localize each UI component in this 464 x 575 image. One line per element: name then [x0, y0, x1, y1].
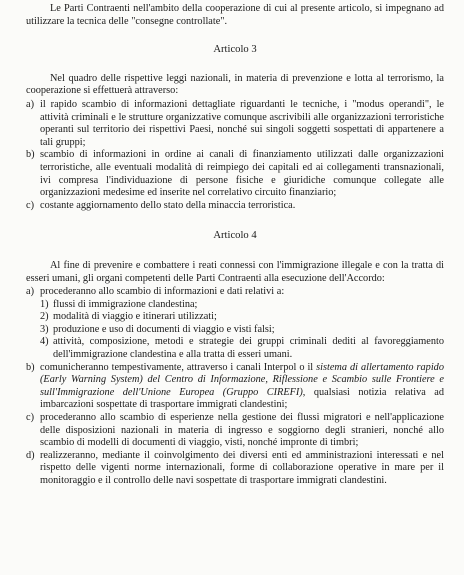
article-3-item-c — [26, 200, 444, 213]
article-4-lead: Al fine di prevenire e combattere i reati connessi con l'immigrazione illegale e con la tratta di esseri umani, gli organi competenti delle Parti Contraenti alla esecuzione dell'Accordo: — [26, 259, 444, 284]
item-label: b) — [26, 361, 35, 373]
sub-item-text: produzione e uso di documenti di viaggio e visti falsi; — [53, 323, 275, 335]
intro-paragraph: Le Parti Contraenti nell'ambito della cooperazione di cui al presente articolo, si impegnano ad utilizzare la tecnica delle "consegne controllate". — [26, 3, 444, 27]
article-4-item-c — [26, 412, 444, 450]
sub-item-label: 3) — [40, 323, 49, 335]
item-label: d) — [26, 449, 35, 461]
article-4-sub-item-1 — [26, 299, 444, 312]
article-4-sub-item-4 — [26, 336, 444, 361]
sub-item-text: modalità di viaggio e itinerari utilizzati; — [53, 311, 217, 323]
sub-item-label: 1) — [40, 298, 49, 310]
item-text — [40, 362, 444, 412]
item-text: procederanno allo scambio di esperienze nella gestione dei flussi migratori e nell'applicazione delle disposizioni nazionali in materia di ingresso e soggiorno degli stranieri, nonché allo scambio di modelli di documenti di viaggio, visti, nonché impronte di timbri; — [40, 412, 444, 449]
item-label: c) — [26, 412, 34, 424]
article-4-heading: Articolo 4 — [213, 230, 257, 242]
article-3-item-b — [26, 149, 444, 199]
sub-item-label: 2) — [40, 311, 49, 323]
item-text: scambio di informazioni in ordine ai canali di finanziamento utilizzati dalle organizzazioni terroristiche, alle eventuali modalità di reimpiego dei capitali ed ai collegamenti transnazionali, ivi compresa l'individuazione di persone fisiche e giuridiche comunque collegate alle organizzazioni medesime ed inserite nel correlativo circuito finanziario; — [40, 149, 444, 199]
item-text: costante aggiornamento dello stato della minaccia terroristica. — [40, 199, 296, 211]
article-4-sub-item-2 — [26, 311, 444, 324]
article-4-item-b — [26, 362, 444, 412]
item-text: realizzeranno, mediante il coinvolgimento dei diversi enti ed amministrazioni interessati e nel rispetto delle vigenti norme internazionali, forme di collaborazione operative in mare per il monitoraggio e il controllo delle navi sospettate di trasportare immigrati clandestini. — [40, 449, 444, 486]
item-text-italic: sistema di allertamento rapido (Early Warning System) del Centro di Informazione, Riflessione e Scambio sulle Frontiere e sull'Immigrazione dell'Unione Europea (Gruppo CIREFI) — [40, 361, 444, 398]
item-text-pre: comunicheranno tempestivamente, attraverso i canali Interpol o il — [40, 361, 317, 373]
item-label: c) — [26, 199, 34, 211]
sub-item-text: attività, composizione, metodi e strategie dei gruppi criminali dediti al favoreggiamento dell'immigrazione clandestina e alla tratta di esseri umani. — [53, 336, 444, 361]
item-label: b) — [26, 149, 35, 161]
sub-item-text: flussi di immigrazione clandestina; — [53, 298, 198, 310]
sub-item-label: 4) — [40, 336, 49, 348]
item-label: a) — [26, 286, 34, 298]
item-text: il rapido scambio di informazioni dettagliate riguardanti le tecniche, i "modus operandi", le attività criminali e le strutture organizzative comunque ascrivibili alle organizzazioni terroristiche operanti sul territorio dei rispettivi Paesi, nonché sui singoli soggetti sospettati di appartenere a tali gruppi; — [40, 98, 444, 148]
article-4-list — [26, 286, 444, 488]
article-4-item-d — [26, 450, 444, 488]
article-3-heading: Articolo 3 — [213, 44, 257, 56]
article-4-sub-item-3 — [26, 324, 444, 337]
article-3-lead: Nel quadro delle rispettive leggi nazionali, in materia di prevenzione e lotta al terrorismo, la cooperazione si effettuerà attraverso: — [26, 72, 444, 97]
article-3-item-a — [26, 99, 444, 149]
article-4-item-a — [26, 286, 444, 299]
item-text-post: , qualsiasi notizia relativa ad imbarcazioni sospettate di trasportare immigrati clandestini; — [40, 386, 444, 411]
item-text: procederanno allo scambio di informazioni e dati relativi a: — [40, 286, 285, 298]
item-label: a) — [26, 98, 34, 110]
article-3-list — [26, 99, 444, 212]
